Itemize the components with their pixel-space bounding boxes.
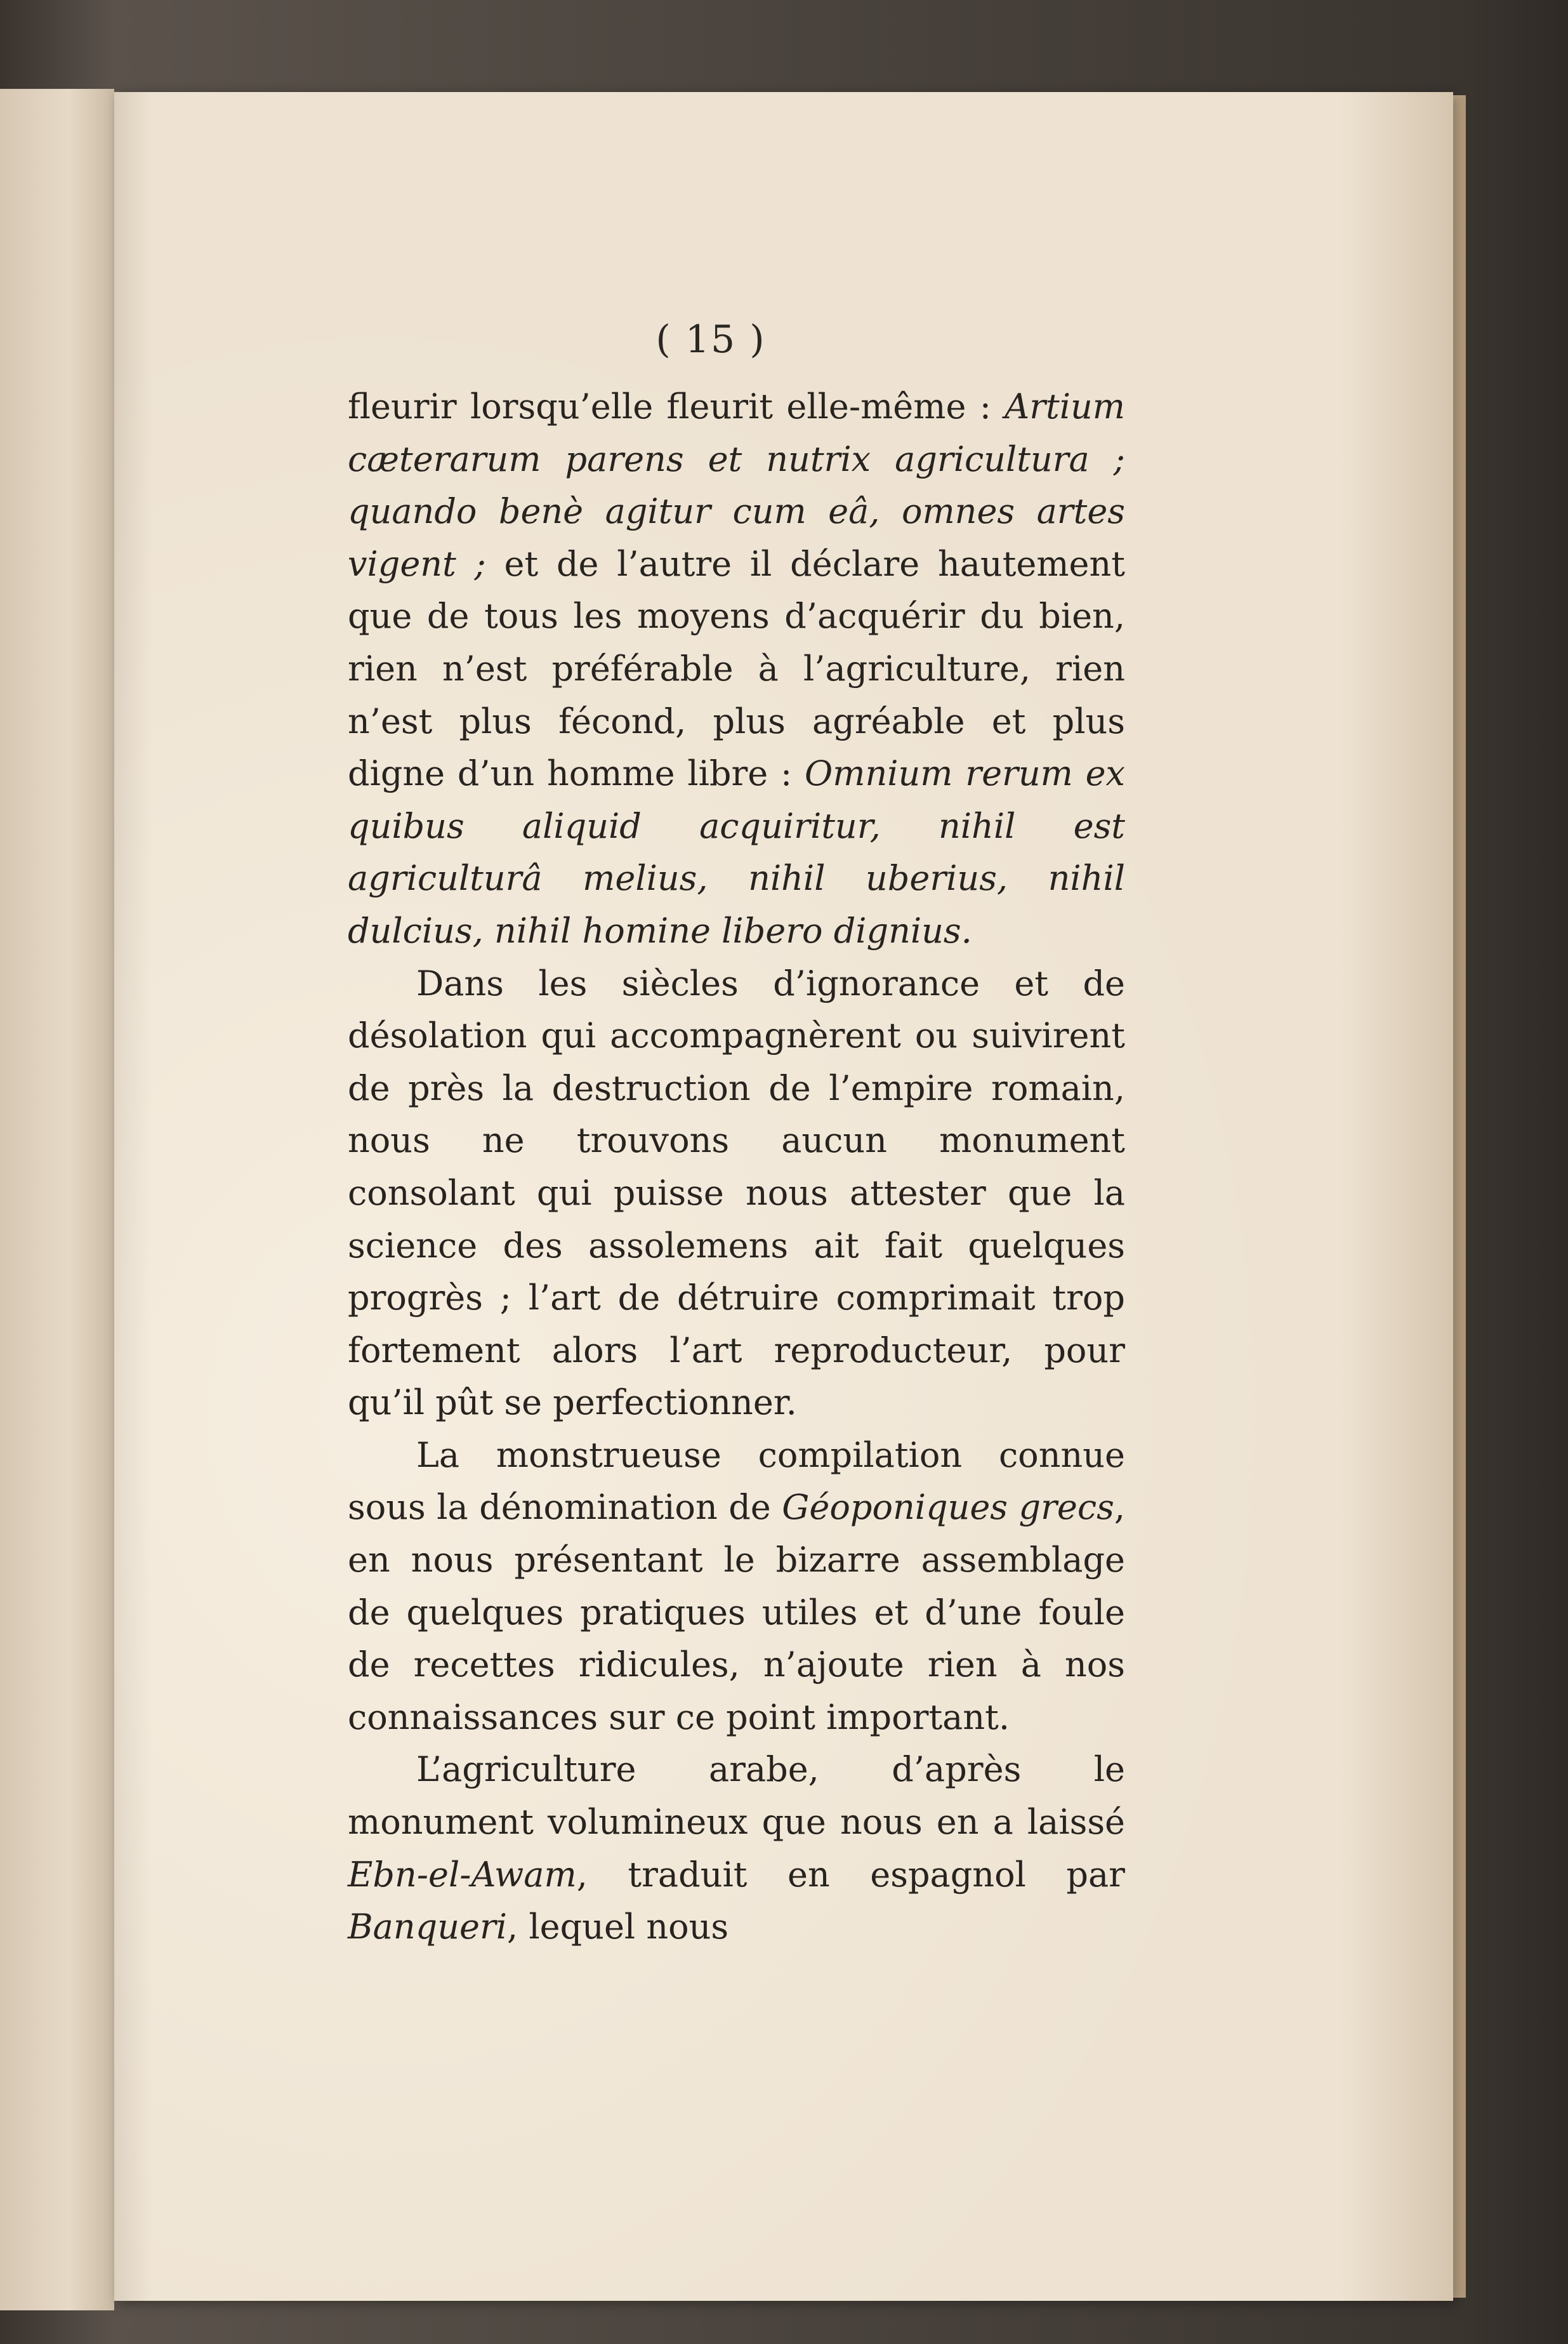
italic-name: Ebn-el-Awam (348, 1854, 577, 1895)
paragraph-1 (348, 381, 1125, 958)
left-page-edge (0, 89, 114, 2310)
segment: L’agriculture arabe, d’après le monument volumineux que nous en a laissé (348, 1749, 1125, 1843)
segment: , en nous présentant le bizarre assemblage de quelques pratiques utiles et d’une foule de recettes ridicules, n’ajoute rien à nos connaissances sur ce point important. (348, 1487, 1125, 1737)
segment: , lequel nous (507, 1907, 729, 1947)
segment: et de l’autre il déclare hautement que de tous les moyens d’acquérir du bien, rien n’est préférable à l’agriculture, rien n’est plus fécond, plus agréable et plus digne d’un homme libre : (348, 543, 1125, 794)
body-text (348, 381, 1125, 1954)
segment: La monstrueuse compilation connue sous la dénomination de (348, 1434, 1125, 1528)
latin-quote: Artium cæterarum parens et nutrix agricultura ; quando benè agitur cum eâ, omnes artes vigent ; (348, 387, 1125, 584)
italic-name: Banqueri (348, 1907, 508, 1947)
latin-quote: Omnium rerum ex quibus aliquid acquiritur, nihil est agriculturâ melius, nihil uberius, nihil dulcius, nihil homine libero dignius. (348, 753, 1125, 951)
paragraph-4 (348, 1744, 1125, 1953)
segment: , traduit en espagnol par (576, 1854, 1125, 1895)
paragraph-3 (348, 1429, 1125, 1744)
segment: Dans les siècles d’ignorance et de désolation qui accompagnèrent ou suivirent de près la destruction de l’empire romain, nous ne trouvons aucun monument consolant qui puisse nous attester que la science des assolemens ait fait quelques progrès ; l’art de détruire comprimait trop fortement alors l’art reproducteur, pour qu’il pût se perfectionner. (348, 963, 1125, 1423)
italic-title: Géoponiques grecs (782, 1487, 1114, 1528)
segment: fleurir lorsqu’elle fleurit elle-même : (348, 387, 1005, 427)
page-number: ( 15 ) (656, 317, 766, 362)
paragraph-2 (348, 958, 1125, 1429)
